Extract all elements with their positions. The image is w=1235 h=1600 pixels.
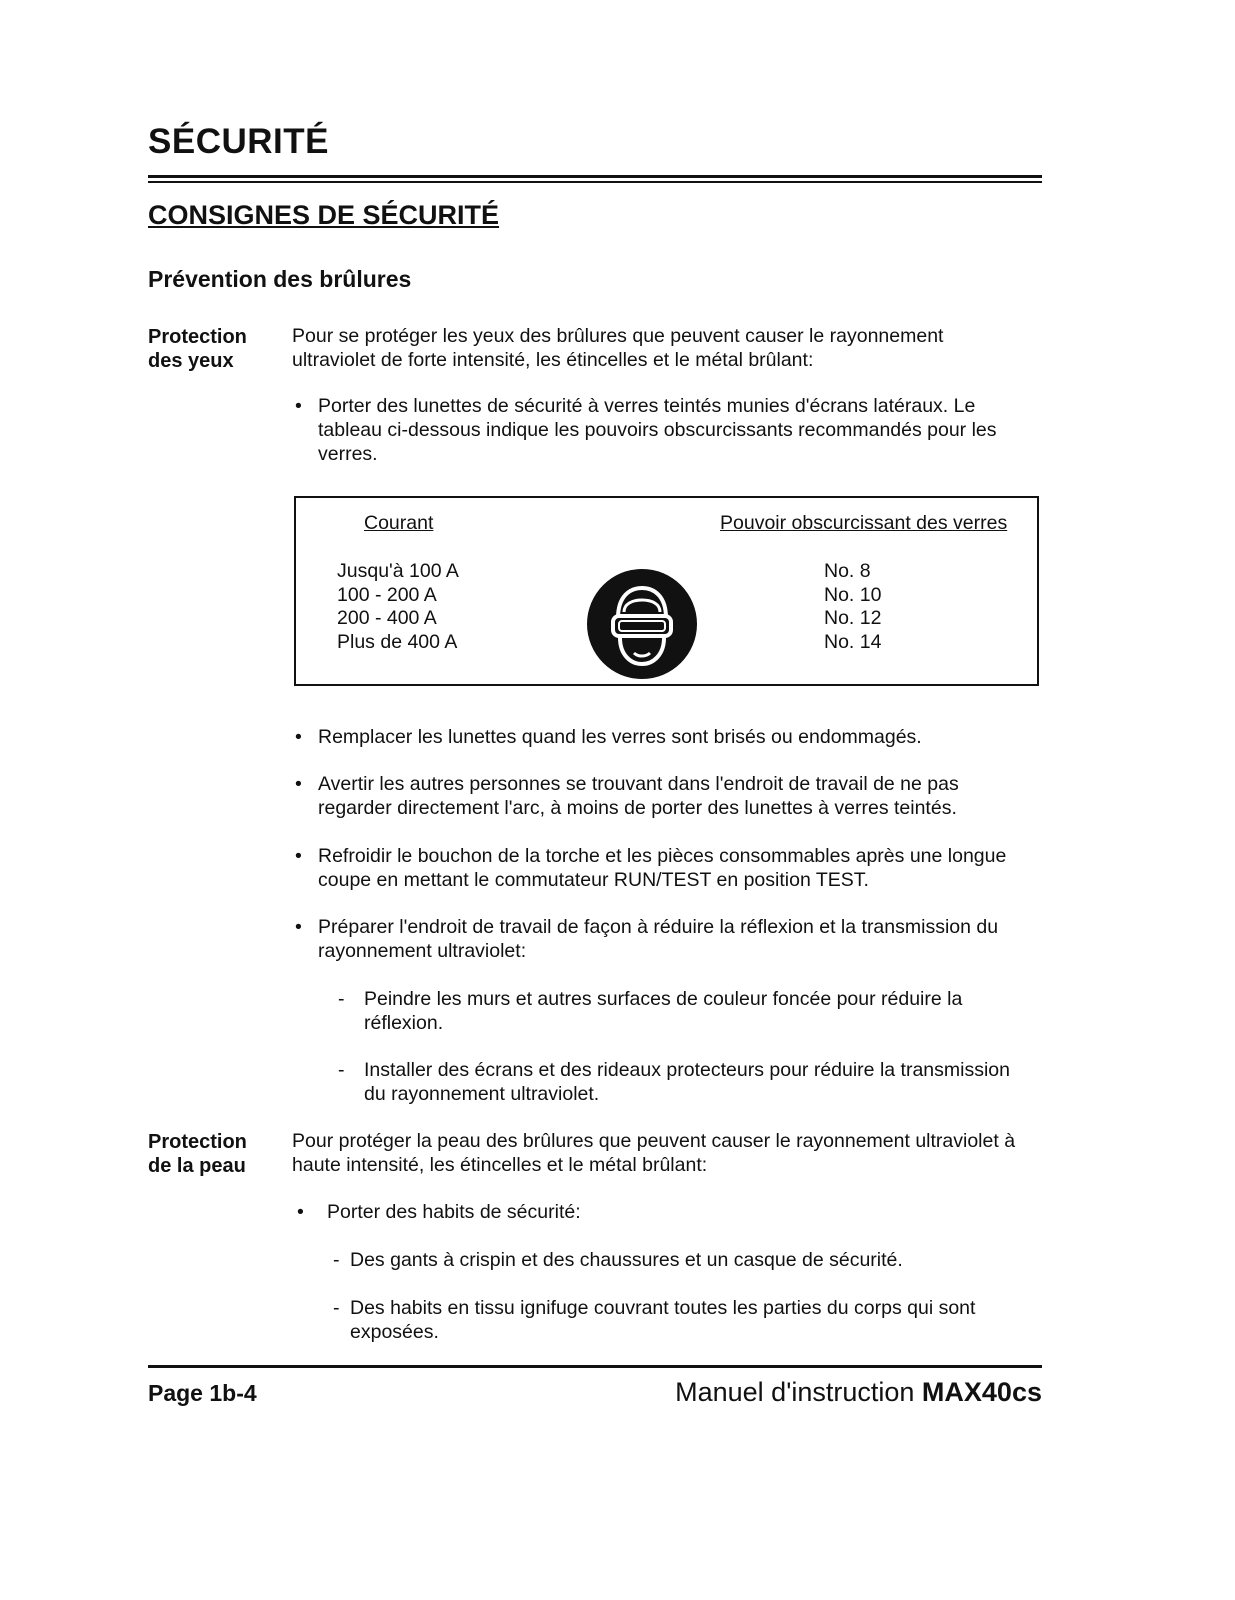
header-rule-top — [148, 175, 1042, 178]
bullet-cool-torch: Refroidir le bouchon de la torche et les pièces consommables après une longue coupe en mettant le commutateur RUN/TEST en position TEST. — [318, 845, 1007, 891]
eye-protection-label: Protection des yeux — [148, 326, 247, 372]
current-column — [337, 560, 459, 654]
eye-protection-intro: Pour se protéger les yeux des brûlures que peuvent causer le rayonnement ultraviolet de forte intensité, les étincelles et le métal brûlant: — [292, 325, 944, 371]
skin-protection-label: Protection de la peau — [148, 1131, 247, 1177]
bullet-warn-others: Avertir les autres personnes se trouvant dans l'endroit de travail de ne pas regarder directement l'arc, à moins de porter des lunettes à verres teintés. — [318, 773, 959, 819]
dash-marker: - — [338, 1059, 345, 1081]
dash-fire-resistant-clothing: Des habits en tissu ignifuge couvrant toutes les parties du corps qui sont exposées. — [350, 1297, 976, 1343]
bullet-marker: • — [295, 773, 302, 795]
manual-title: Manuel d'instruction MAX40cs — [675, 1377, 1042, 1407]
bullet-marker: • — [295, 916, 302, 938]
section-title: CONSIGNES DE SÉCURITÉ — [148, 200, 500, 230]
col-header-current: Courant — [364, 512, 434, 534]
dash-marker: - — [338, 988, 345, 1010]
table-row-shade: No. 8 — [824, 560, 871, 582]
eye-protection-mandatory-icon — [586, 568, 698, 680]
table-row-shade: No. 12 — [824, 607, 882, 629]
skin-protection-intro: Pour protéger la peau des brûlures que peuvent causer le rayonnement ultraviolet à haute intensité, les étincelles et le métal brûlant: — [292, 1130, 1016, 1176]
bullet-glasses: Porter des lunettes de sécurité à verres teintés munies d'écrans latéraux. Le tableau ci-dessous indique les pouvoirs obscurcissants recommandés pour les verres. — [318, 395, 997, 465]
table-row-shade: No. 14 — [824, 630, 882, 653]
bullet-marker: • — [297, 1201, 304, 1223]
bullet-marker: • — [295, 726, 302, 748]
table-row-current: 100 - 200 A — [337, 583, 437, 606]
table-row-shade: No. 10 — [824, 583, 882, 606]
table-row-current: Jusqu'à 100 A — [337, 560, 459, 582]
page-number: Page 1b-4 — [148, 1380, 257, 1406]
dash-install-screens: Installer des écrans et des rideaux protecteurs pour réduire la transmission du rayonnement ultraviolet. — [364, 1059, 1010, 1105]
col-header-shade: Pouvoir obscurcissant des verres — [720, 512, 1008, 534]
bullet-marker: • — [295, 845, 302, 867]
chapter-title: SÉCURITÉ — [148, 122, 329, 161]
dash-paint-walls: Peindre les murs et autres surfaces de couleur foncée pour réduire la réflexion. — [364, 988, 963, 1034]
table-row-current: 200 - 400 A — [337, 607, 437, 629]
dash-gloves: Des gants à crispin et des chaussures et un casque de sécurité. — [350, 1249, 903, 1271]
header-rule-bottom — [148, 181, 1042, 183]
shade-table — [294, 496, 1039, 686]
dash-marker: - — [333, 1297, 340, 1319]
bullet-replace-glasses: Remplacer les lunettes quand les verres sont brisés ou endommagés. — [318, 726, 922, 748]
bullet-safety-clothing: Porter des habits de sécurité: — [327, 1201, 581, 1223]
table-row-current: Plus de 400 A — [337, 630, 458, 653]
bullet-prepare-area: Préparer l'endroit de travail de façon à réduire la réflexion et la transmission du rayonnement ultraviolet: — [318, 916, 999, 962]
dash-marker: - — [333, 1249, 340, 1271]
bullet-marker: • — [295, 395, 302, 417]
footer-rule — [148, 1365, 1042, 1368]
shade-column — [824, 560, 881, 654]
subsection-title: Prévention des brûlures — [148, 266, 412, 292]
